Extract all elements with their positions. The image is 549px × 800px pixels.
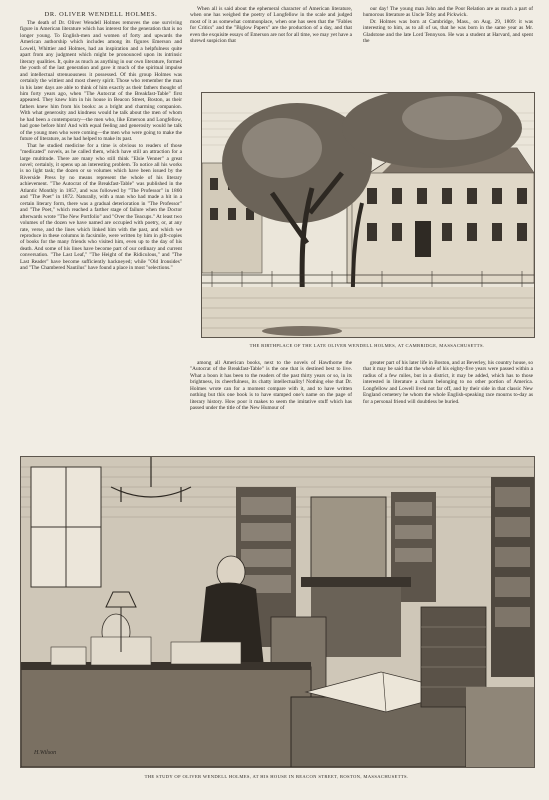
study-illustration xyxy=(21,457,534,767)
birthplace-illustration xyxy=(202,93,534,337)
article-paragraph: our day! The young man John and the Poor Relation are as much a part of humorous literature as Uncle Toby and Pickwick. xyxy=(363,6,533,19)
birthplace-caption: THE BIRTHPLACE OF THE LATE OLIVER WENDELL HOLMES, AT CAMBRIDGE, MASSACHUSETTS. xyxy=(249,343,485,348)
birthplace-engraving xyxy=(201,92,535,338)
article-column-1 xyxy=(20,20,182,450)
article-title: DR. OLIVER WENDELL HOLMES. xyxy=(44,11,158,18)
article-paragraph: greater part of his later life in Boston, and at Beverley, his country house, so that it may be said that the whole of his eighty-five years were passed within a radius of a few miles, but in a district, it may be added, which has to those interested in literature a charm belonging to no other portion of America. Longfellow and Lowell lived not far off, and by their side in that classic New England cemetery he whom the whole English-speaking race mourns to-day as for a personal friend will doubtless be buried. xyxy=(363,360,533,405)
study-caption: THE STUDY OF OLIVER WENDELL HOLMES, AT HIS HOUSE IN BEACON STREET, BOSTON, MASSACHUSETTS. xyxy=(144,774,409,779)
article-column-2 xyxy=(190,6,352,82)
article-paragraph: The death of Dr. Oliver Wendell Holmes removes the one surviving figure in American literature which has interest for the generation that is no longer young. To English-men and women of forty and upwards the American authorship which includes among its figures Emerson and Lowell, Whittier and Holmes, had an inspiration and a helpfulness quite apart from any judgment which might be pronounced upon its intrinsic literary qualities. It, quite as much as anything in our own literature, formed the youth of the last generation and gave it much of the spiritual impulse and intellectual strenuousness it possessed. Of this group Holmes was certainly the wittiest and most cheery spirit. Those who remember the man in his later days are able to think of him exactly as their fathers thought of him forty years ago, when "The Autocrat of the Breakfast-Table" first appeared. They knew him in his house in Beacon Street, Boston, as their fathers knew him from his books: as a bright and charming companion. With what generosity and kindness would he talk about the men of whom he had been a contemporary—the men who, like Emerson and Longfellow, had gone before him! And with equal feeling and generosity would he talk of the young men who were coming—the men who were going to make the future of literature, as he had helped to make its past. xyxy=(20,20,182,143)
study-engraving xyxy=(20,456,535,768)
article-paragraph: among all American books, next to the novels of Hawthorne the "Autocrat of the Breakfast-Table" is the one that is destined best to live. What a boon it has been to the readers of the past thirty years or so, in its brightness, its cheerfulness, its chatty intellectuality! Nothing else that Dr. Holmes wrote can for a moment compare with it, and to have written nothing but this one book is to have stamped one's name on the page of literary history. How poor it makes to seem the imitative stuff which has passed under the title of the New Humour of xyxy=(190,360,352,412)
article-column-5 xyxy=(363,360,533,450)
artist-signature: H.Wilson xyxy=(34,750,57,756)
article-column-3 xyxy=(363,6,533,82)
article-paragraph: That he studied medicine for a time is obvious to readers of those "medicated" novels, as he called them, which have still an attraction for a large multitude. There are many who still think "Elsie Venner" a great novel; certainly, it opens up an interesting problem. To notice all his works is no light task; the dozen or so volumes which have been issued by the Riverside Press by no means represent the whole of his literary achievement. "The Autocrat of the Breakfast-Table" was published in the Atlantic Monthly in 1857, and was followed by "The Professor" in 1860 and "The Poet" in 1872. Naturally, with a man who had made a hit in a certain literary form, there was a gradual deterioration in "The Professor" and "The Poet," which reached a farther stage of failure when the Doctor afterwards wrote "The New Portfolio" and "Over the Teacups." At least two volumes of the dozen we have named are occupied with poetry, or, at any rate, verse, and the lines which linked him with the past, and which we reproduce in these columns in facsimile, were written by him in gift-copies of books for the many friends who visited him, even up to the day of his death. And some of his lines have become part of our ordinary and current conversation. "The Last Leaf," "The Height of the Ridiculous," and "The Last Reader" have become sufficiently hackneyed; while "Old Ironsides" and "The Chambered Nautilus" have found a place in most "selections." xyxy=(20,142,182,272)
article-paragraph: When all is said about the ephemeral character of American literature, when one has weighed the poetry of Longfellow in the scale and judged most of it as somewhat commonplace, when one has seen that the "Fables for Critics" and the "Biglow Papers" are the production of a day, and that even the exquisite essays of Emerson are not for all time, we may yet have a shrewd suspicion that xyxy=(190,6,352,45)
article-paragraph: Dr. Holmes was born at Cambridge, Mass., on Aug. 29, 1809: it was interesting to him, as to all of us, that he was born in the same year as Mr. Gladstone and the late Lord Tennyson. He was a student at Harvard, and spent the xyxy=(363,18,533,45)
article-column-4 xyxy=(190,360,352,450)
